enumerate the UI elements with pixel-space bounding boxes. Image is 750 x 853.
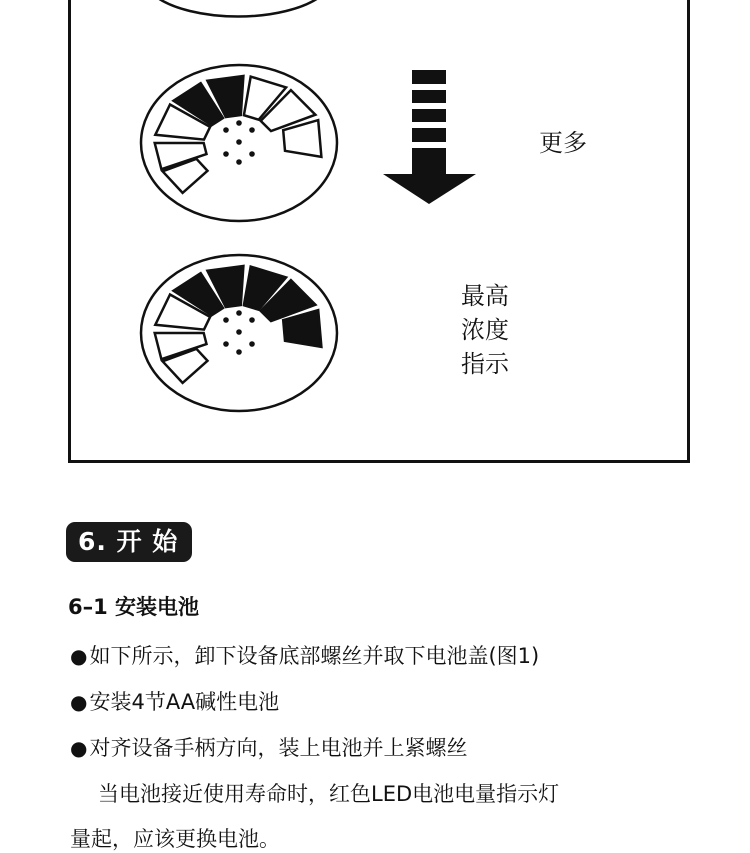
max-label-line: 浓度: [461, 316, 509, 344]
section-title-badge: 6. 开 始: [66, 522, 192, 562]
bullet-icon: ●: [70, 644, 88, 668]
step-text: 如下所示，卸下设备底部螺丝并取下电池盖(图1): [89, 644, 540, 668]
more-label: 更多: [539, 129, 587, 157]
battery-note-line: 量起，应该更换电池。: [70, 827, 280, 851]
indicator-panel: [68, 0, 690, 463]
list-item: [70, 688, 279, 716]
partial-gauge-icon: [155, 0, 321, 17]
max-label-line: 指示: [461, 350, 509, 378]
indicator-diagram: [71, 0, 687, 460]
list-item: [70, 642, 539, 670]
concentration-gauge-icon: [141, 65, 337, 221]
step-text: 对齐设备手柄方向，装上电池并上紧螺丝: [89, 736, 468, 760]
down-arrow-icon: [383, 70, 476, 204]
max-concentration-gauge-icon: [141, 255, 337, 411]
bullet-icon: ●: [70, 690, 88, 714]
battery-install-heading: 6–1 安装电池: [68, 595, 200, 619]
battery-note-line: 当电池接近使用寿命时，红色LED电池电量指示灯: [98, 782, 560, 806]
max-concentration-label: [461, 279, 509, 381]
step-text: 安装4节AA碱性电池: [89, 690, 280, 714]
max-label-line: 最高: [461, 282, 509, 310]
bullet-icon: ●: [70, 736, 88, 760]
list-item: [70, 734, 467, 762]
